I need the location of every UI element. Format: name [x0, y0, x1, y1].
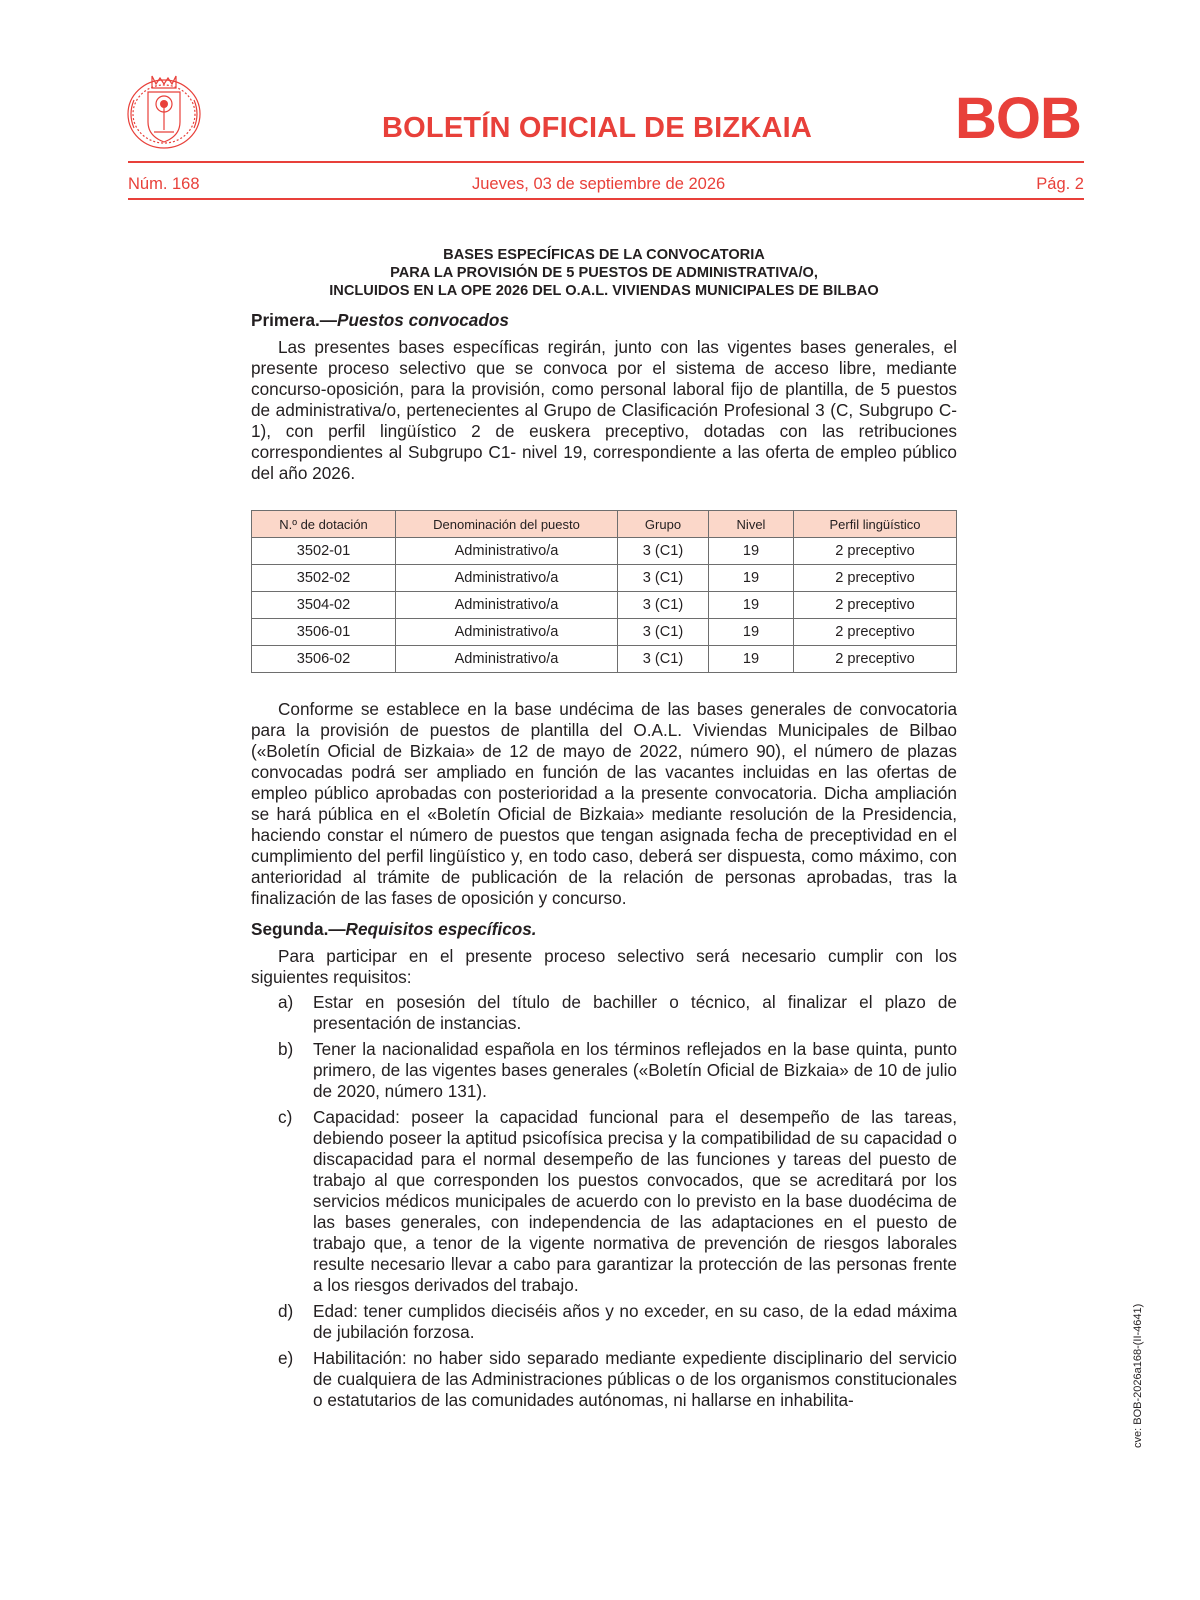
table-cell: 2 preceptivo — [794, 592, 957, 619]
list-item-text: Capacidad: poseer la capacidad funcional para el desempeño de las tareas, debiendo poseer la aptitud psicofísica precisa y la compatibilidad de su capacidad o discapacidad para el normal desempeño de las funciones y tareas del puesto de trabajo al que corresponden los puestos convocados, que se acreditará por los servicios médicos municipales de acuerdo con lo previsto en la base duodécima de las bases generales, con independencia de las adaptaciones en el puesto de trabajo que, a tenor de la vigente normativa de prevención de riesgos laborales resulte necesario llevar a cabo para garantizar la protección de las personas frente a los riesgos derivados del trabajo. — [313, 1107, 957, 1295]
table-cell: Administrativo/a — [396, 646, 618, 673]
list-item — [251, 1348, 957, 1411]
table-cell: 3502-02 — [252, 565, 396, 592]
table-cell: 19 — [709, 619, 794, 646]
table-cell: 19 — [709, 565, 794, 592]
list-item-text: Tener la nacionalidad española en los términos reflejados en la base quinta, punto primero, de las vigentes bases generales («Boletín Oficial de Bizkaia» de 10 de julio de 2020, número 131). — [313, 1039, 957, 1101]
table-row — [252, 646, 957, 673]
table-row — [252, 592, 957, 619]
list-item-text: Estar en posesión del título de bachiller o técnico, al finalizar el plazo de presentación de instancias. — [313, 992, 957, 1033]
document-title — [251, 246, 957, 300]
section-heading-primera — [251, 310, 957, 331]
document-title-line: BASES ESPECÍFICAS DE LA CONVOCATORIA — [443, 247, 765, 263]
column-header: N.º de dotación — [252, 511, 396, 538]
table-row — [252, 565, 957, 592]
list-item-label: d) — [278, 1301, 294, 1321]
list-item — [251, 1039, 957, 1102]
document-title-line: PARA LA PROVISIÓN DE 5 PUESTOS DE ADMINISTRATIVA/O, — [390, 265, 818, 281]
section-heading-segunda — [251, 919, 957, 940]
section-number: Segunda.— — [251, 919, 346, 939]
list-item-label: e) — [278, 1348, 294, 1368]
column-header: Nivel — [709, 511, 794, 538]
issue-date: Jueves, 03 de septiembre de 2026 — [472, 175, 726, 193]
publication-title: BOLETÍN OFICIAL DE BIZKAIA — [382, 112, 812, 144]
column-header: Grupo — [618, 511, 709, 538]
table-cell: 3 (C1) — [618, 565, 709, 592]
document-title-line: INCLUIDOS EN LA OPE 2026 DEL O.A.L. VIVIENDAS MUNICIPALES DE BILBAO — [329, 283, 879, 299]
header-rule-top — [128, 161, 1084, 163]
list-item — [251, 992, 957, 1034]
positions-table — [251, 510, 957, 673]
table-cell: 19 — [709, 538, 794, 565]
table-cell: 2 preceptivo — [794, 646, 957, 673]
column-header: Perfil lingüístico — [794, 511, 957, 538]
table-cell: Administrativo/a — [396, 619, 618, 646]
table-cell: 3504-02 — [252, 592, 396, 619]
issue-number: Núm. 168 — [128, 175, 200, 193]
paragraph: Las presentes bases específicas regirán, junto con las vigentes bases generales, el presente proceso selectivo que se convoca por el sistema de acceso libre, mediante concurso-oposición, para la provisión, como personal laboral fijo de plantilla, de 5 puestos de administrativa/o, pertenecientes al Grupo de Clasificación Profesional 3 (C, Subgrupo C-1), con perfil lingüístico 2 de euskera preceptivo, dotadas con las retribuciones correspondientes al Subgrupo C1- nivel 19, correspondiente a las oferta de empleo público del año 2026. — [251, 337, 957, 483]
page-number: Pág. 2 — [1036, 175, 1084, 193]
table-cell: 3 (C1) — [618, 619, 709, 646]
document-body — [251, 246, 957, 1416]
cve-side-note: cve: BOB-2026a168-(II-4641) — [1132, 1303, 1144, 1448]
table-cell: 3506-01 — [252, 619, 396, 646]
table-row — [252, 619, 957, 646]
table-cell: 3 (C1) — [618, 592, 709, 619]
table-cell: 19 — [709, 592, 794, 619]
table-cell: 2 preceptivo — [794, 565, 957, 592]
list-item — [251, 1107, 957, 1296]
table-cell: Administrativo/a — [396, 538, 618, 565]
table-cell: 3502-01 — [252, 538, 396, 565]
table-header-row — [252, 511, 957, 538]
paragraph: Conforme se establece en la base undécima de las bases generales de convocatoria para la provisión de puestos de plantilla del O.A.L. Viviendas Municipales de Bilbao («Boletín Oficial de Bizkaia» de 12 de mayo de 2022, número 90), el número de plazas convocadas podrá ser ampliado en función de las vacantes incluidas en las ofertas de empleo público aprobadas con posterioridad a la presente convocatoria. Dicha ampliación se hará pública en el «Boletín Oficial de Bizkaia» mediante resolución de la Presidencia, haciendo constar el número de puestos que tengan asignada fecha de preceptividad en el cumplimiento del perfil lingüístico y, en todo caso, deberá ser dispuesta, como máximo, con anterioridad al trámite de publicación de la relación de personas aprobadas, tras la finalización de las fases de oposición y concurso. — [251, 699, 957, 908]
paragraph: Para participar en el presente proceso selectivo será necesario cumplir con los siguientes requisitos: — [251, 946, 957, 987]
table-cell: 19 — [709, 646, 794, 673]
table-cell: 3 (C1) — [618, 538, 709, 565]
table-cell: 2 preceptivo — [794, 538, 957, 565]
coat-of-arms-icon — [124, 70, 204, 152]
bob-logo: BOB — [955, 86, 1081, 151]
table-cell: Administrativo/a — [396, 592, 618, 619]
requirements-list — [251, 992, 957, 1411]
list-item-label: c) — [278, 1107, 293, 1127]
list-item-label: a) — [278, 992, 294, 1012]
list-item — [251, 1301, 957, 1343]
table-row — [252, 538, 957, 565]
table-cell: 3506-02 — [252, 646, 396, 673]
list-item-label: b) — [278, 1039, 294, 1059]
section-number: Primera.— — [251, 310, 337, 330]
section-title: Requisitos específicos. — [345, 919, 537, 939]
list-item-text: Edad: tener cumplidos dieciséis años y no exceder, en su caso, de la edad máxima de jubilación forzosa. — [313, 1301, 957, 1342]
table-cell: 3 (C1) — [618, 646, 709, 673]
table-cell: 2 preceptivo — [794, 619, 957, 646]
section-title: Puestos convocados — [336, 310, 509, 330]
list-item-text: Habilitación: no haber sido separado mediante expediente disciplinario del servicio de cualquiera de las Administraciones públicas o de los organismos constitucionales o estatutarios de las comunidades autónomas, ni hallarse en inhabilita- — [313, 1348, 957, 1410]
column-header: Denominación del puesto — [396, 511, 618, 538]
header-rule-bottom — [128, 198, 1084, 200]
table-cell: Administrativo/a — [396, 565, 618, 592]
